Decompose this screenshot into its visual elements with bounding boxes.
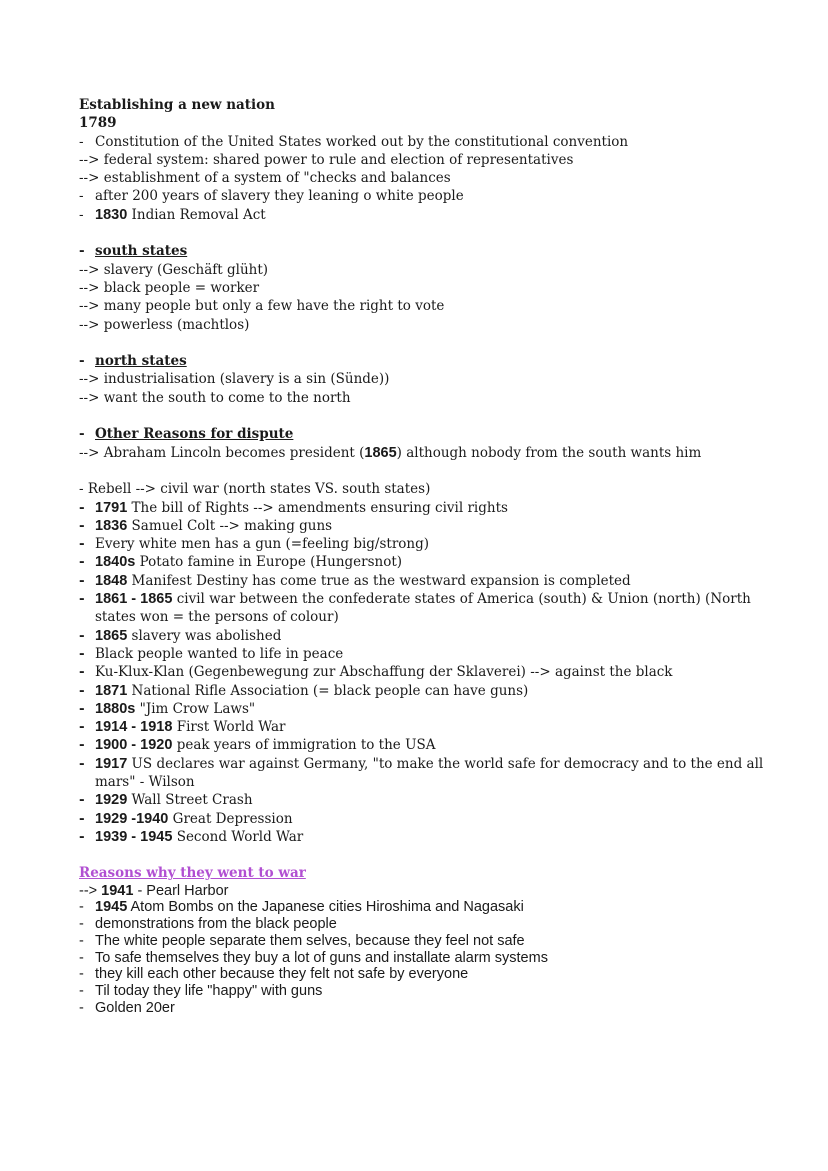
dash-marker: - [79,188,84,205]
dash-marker: - [79,949,84,966]
year-label: 1848 [95,572,128,589]
intro-list [79,133,779,224]
war-first-pre: --> [79,882,102,899]
dispute-heading-row: - Other Reasons for dispute [79,426,294,443]
item-text: Second World War [172,828,304,845]
item-text: they kill each other because they felt not safe by everyone [95,966,469,983]
item-text: The white people separate them selves, because they feel not safe [95,932,525,949]
item-text: --> federal system: shared power to rule and election of representatives [79,151,574,168]
dash-marker: - [79,700,85,717]
list-item [79,916,779,933]
list-item-body [95,535,779,553]
item-text: "Jim Crow Laws" [135,700,256,717]
list-item [79,950,779,967]
list-item-body [95,950,779,967]
list-item: --> many people but only a few have the right to vote [79,298,445,315]
item-text: demonstrations from the black people [95,916,337,933]
list-item [79,933,779,950]
item-text: Manifest Destiny has come true as the westward expansion is completed [127,572,631,589]
item-text: Black people wanted to life in peace [95,645,344,662]
dash-marker: - [79,828,85,845]
dash-marker: - [79,536,85,553]
list-item [79,899,779,916]
list-item-body [95,828,779,846]
item-text: Indian Removal Act [127,206,266,223]
item-text: National Rifle Association (= black people can have guns) [127,682,529,699]
list-item-body [95,810,779,828]
item-text: Every white men has a gun (=feeling big/strong) [95,536,430,553]
war-first-post: - Pearl Harbor [133,882,229,899]
year-label: 1917 [95,755,128,772]
south-list [79,261,779,334]
list-item [79,499,779,517]
item-text: Samuel Colt --> making guns [127,517,333,534]
north-heading-row: - north states [79,353,187,370]
dash-marker: - [79,645,85,662]
list-item-body [95,933,779,950]
list-item-body [95,663,779,681]
intro-item [79,133,779,151]
year-label: 1836 [95,517,128,534]
north-list [79,370,779,407]
dash-marker: - [79,792,85,809]
dash-marker: - [79,206,84,223]
list-item [79,553,779,571]
item-text: To safe themselves they buy a lot of guns and installate alarm systems [95,949,548,966]
item-text: The bill of Rights --> amendments ensuring civil rights [127,499,508,516]
dash-marker: - [79,755,85,772]
item-text: after 200 years of slavery they leaning o white people [95,188,464,205]
intro-item [79,206,779,224]
list-item [79,828,779,846]
list-item [79,810,779,828]
item-text: First World War [172,719,286,736]
war-first-year: 1941 [101,882,134,899]
timeline-list [79,499,779,847]
dash-marker: - [79,916,84,933]
year-label: 1939 - 1945 [95,828,173,845]
dispute-heading: Other Reasons for dispute [95,426,294,443]
intro-item [79,169,779,187]
dash-marker: - [79,737,85,754]
year-label: 1871 [95,682,128,699]
year-heading: 1789 [79,115,117,132]
list-item: --> powerless (machtlos) [79,316,250,333]
dispute-text-post: ) although nobody from the south wants him [396,444,702,461]
timeline-intro: - Rebell --> civil war (north states VS. south states) [79,481,431,498]
item-text: civil war between the confederate states of America (south) & Union (north) (North states won = the persons of colour) [95,591,751,626]
dispute-text-pre: --> Abraham Lincoln becomes president ( [79,444,365,461]
dash-marker: - [79,932,84,949]
list-item [79,663,779,681]
list-item: --> black people = worker [79,279,260,296]
dash-marker: - [79,499,85,516]
dispute-line [79,444,779,462]
dispute-year: 1865 [364,444,397,461]
list-item-body [95,682,779,700]
war-list [79,899,779,1016]
item-text: Wall Street Crash [127,792,253,809]
list-item-body [95,718,779,736]
list-item [79,736,779,754]
list-item: --> slavery (Geschäft glüht) [79,261,269,278]
list-item [79,627,779,645]
year-label: 1840s [95,554,136,571]
year-label: 1914 - 1918 [95,719,173,736]
south-heading: south states [95,243,188,260]
list-item [79,718,779,736]
dash-marker: - [79,664,85,681]
list-item [79,755,779,792]
list-item: --> want the south to come to the north [79,389,351,406]
list-item-body [95,517,779,535]
list-item-body [95,499,779,517]
intro-item [79,151,779,169]
intro-item [79,187,779,205]
list-item: --> industrialisation (slavery is a sin (Sünde)) [79,371,390,388]
war-first-line [79,883,779,900]
item-text: Potato famine in Europe (Hungersnot) [135,554,403,571]
dash-marker: - [79,810,85,827]
item-text: Great Depression [168,810,293,827]
item-text: Atom Bombs on the Japanese cities Hiroshima and Nagasaki [127,899,524,916]
south-heading-row: - south states [79,243,188,260]
year-label: 1791 [95,499,128,516]
list-item-body [95,983,779,1000]
list-item-body [95,627,779,645]
list-item-body [95,553,779,571]
list-item [79,572,779,590]
dash-marker: - [79,627,85,644]
page-title: Establishing a new nation [79,97,275,113]
item-text: --> establishment of a system of "checks and balances [79,170,451,187]
list-item-body [95,755,779,792]
list-item [79,700,779,718]
list-item-body [95,645,779,663]
item-text: Golden 20er [95,999,175,1016]
list-item-body [95,791,779,809]
dash-marker: - [79,572,85,589]
year-label: 1861 - 1865 [95,591,173,608]
item-text: Til today they life "happy" with guns [95,982,323,999]
dash-marker: - [79,517,85,534]
dash-marker: - [79,966,84,983]
year-label: 1929 -1940 [95,810,169,827]
list-item [79,645,779,663]
list-item-body [95,1000,779,1017]
north-heading: north states [95,353,187,370]
list-item [79,682,779,700]
war-heading: Reasons why they went to war [79,865,306,882]
list-item-body [95,590,779,627]
list-item [79,517,779,535]
list-item-body [95,899,779,916]
item-text: peak years of immigration to the USA [172,737,436,754]
dash-marker: - [79,982,84,999]
year-label: 1830 [95,206,128,223]
list-item-body [95,572,779,590]
intro-item-body [95,133,779,151]
year-label: 1880s [95,700,136,717]
year-label: 1945 [95,899,128,916]
intro-item-body [95,187,779,205]
item-text: slavery was abolished [127,627,282,644]
list-item-body [95,736,779,754]
dash-marker: - [79,899,84,916]
list-item [79,1000,779,1017]
list-item [79,966,779,983]
list-item [79,983,779,1000]
list-item-body [95,700,779,718]
dash-marker: - [79,682,85,699]
year-label: 1929 [95,792,128,809]
dash-marker: - [79,999,84,1016]
intro-item-body [95,206,779,224]
notes-page [79,96,779,1016]
item-text: US declares war against Germany, "to make the world safe for democracy and to the end all mars" - Wilson [95,755,764,790]
item-text: Ku-Klux-Klan (Gegenbewegung zur Abschaffung der Sklaverei) --> against the black [95,664,673,681]
dash-marker: - [79,591,85,608]
list-item [79,791,779,809]
list-item-body [95,966,779,983]
year-label: 1865 [95,627,128,644]
year-label: 1900 - 1920 [95,737,173,754]
list-item [79,590,779,627]
list-item-body [95,916,779,933]
item-text: Constitution of the United States worked out by the constitutional convention [95,133,629,150]
dash-marker: - [79,133,84,150]
dash-marker: - [79,554,85,571]
dash-marker: - [79,719,85,736]
list-item [79,535,779,553]
